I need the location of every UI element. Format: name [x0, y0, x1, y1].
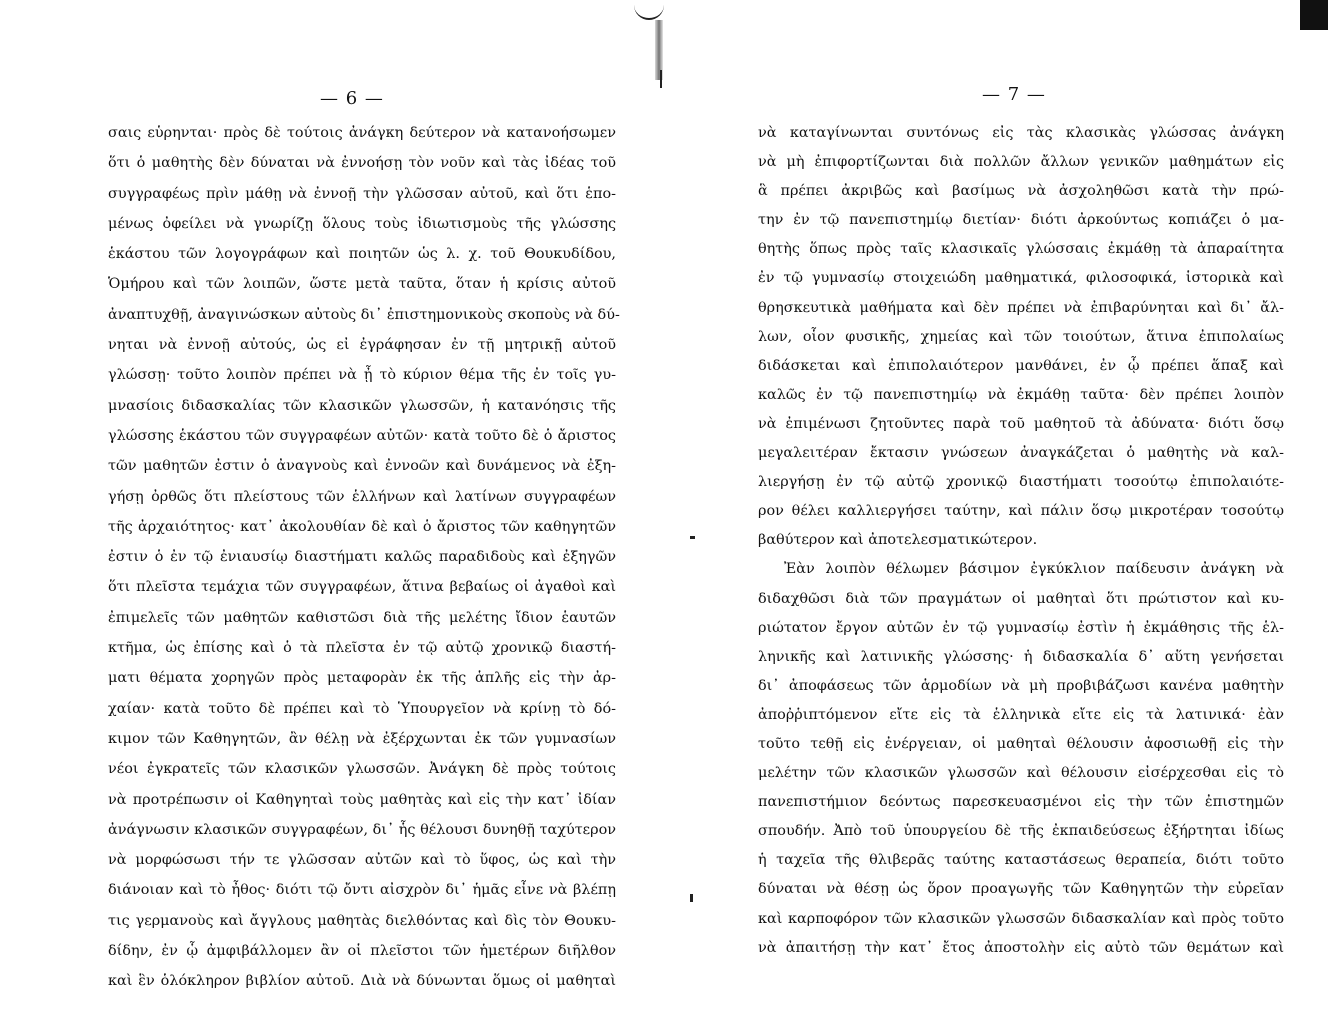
text-line: λιεργήσῃ ἐν τῷ αὐτῷ χρονικῷ διαστήματι τοσούτῳ ἐπιπολαιότε- — [758, 474, 1284, 491]
text-line: νέοι ἐγκρατεῖς τῶν κλασικῶν γλωσσῶν. Ἀνάγκη δὲ πρὸς τούτοις — [108, 761, 616, 778]
page-number: — 6 — — [320, 88, 384, 109]
page-body — [758, 119, 1284, 963]
text-line: νὰ ἀπαιτήσῃ τὴν κατ᾽ ἔτος ἀποστολὴν εἰς αὐτὸ τῶν θεμάτων καὶ — [758, 939, 1284, 956]
text-line: νὰ προτρέπωσιν οἱ Καθηγηταὶ τοὺς μαθητὰς καὶ εἰς τὴν κατ᾽ ἰδίαν — [108, 791, 616, 808]
text-line: νὰ μορφώσωσι τήν τε γλῶσσαν αὐτῶν καὶ τὸ ὕφος, ὡς καὶ τὴν — [108, 852, 616, 869]
page-number: — 7 — — [982, 84, 1046, 105]
text-line: πανεπιστήμιον δεόντως παρεσκευασμένοι εἰς τὴν τῶν ἐπιστημῶν — [758, 794, 1284, 811]
text-line: καλῶς ἐν τῷ πανεπιστημίῳ νὰ ἐκμάθῃ ταῦτα· δὲν πρέπει λοιπὸν — [758, 386, 1284, 403]
text-line: μελέτην τῶν κλασικῶν γλωσσῶν καὶ θέλουσιν εἰσέρχεσθαι εἰς τὸ — [758, 765, 1284, 782]
text-line: νὰ μὴ ἐπιφορτίζωνται διὰ πολλῶν ἄλλων γενικῶν μαθημάτων εἰς — [758, 154, 1284, 171]
text-line: βαθύτερον καὶ ἀποτελεσματικώτερον. — [758, 532, 1038, 549]
text-line: γλώσσῃ· τοῦτο λοιπὸν πρέπει νὰ ᾖ τὸ κύριον θέμα τῆς ἐν τοῖς γυ- — [108, 367, 616, 384]
text-line: σαις εὑρηνται· πρὸς δὲ τούτοις ἀνάγκη δεύτερον νὰ κατανοήσωμεν — [108, 125, 616, 141]
text-line: τις γερμανοὺς καὶ ἄγγλους μαθητὰς διελθόντας καὶ δὶς τὸν Θουκυ- — [108, 912, 616, 929]
text-line: δίδην, ἐν ᾧ ἀμφιβάλλομεν ἂν οἱ πλεῖστοι τῶν ἡμετέρων διῆλθον — [108, 943, 616, 960]
text-line: χαίαν· κατὰ τοῦτο δὲ πρέπει καὶ τὸ Ὑπουργεῖον νὰ κρίνῃ τὸ δό- — [108, 700, 616, 717]
text-line: δι᾽ ἀποφάσεως τῶν ἁρμοδίων νὰ μὴ προβιβάζωσι κανένα μαθητὴν — [758, 677, 1284, 694]
text-line: ἡ ταχεῖα τῆς θλιβερᾶς ταύτης καταστάσεως θεραπεία, διότι τοῦτο — [758, 852, 1284, 869]
text-line: γλώσσης ἑκάστου τῶν συγγραφέων αὐτῶν· κατὰ τοῦτο δὲ ὁ ἄριστος — [108, 427, 616, 444]
text-line: συγγραφέως πρὶν μάθῃ νὰ ἐννοῇ τὴν γλῶσσαν αὐτοῦ, καὶ ὅτι ἑπο- — [108, 185, 616, 202]
text-line: ἀνάγνωσιν κλασικῶν συγγραφέων, δι᾽ ἧς θέλουσι δυνηθῇ ταχύτερον — [108, 821, 616, 838]
text-line: νηται νὰ ἐννοῇ αὐτούς, ὡς εἰ ἐγράφησαν ἐν τῇ μητρικῇ αὐτοῦ — [108, 337, 616, 354]
text-line: λων, οἷον φυσικῆς, χημείας καὶ τῶν τοιούτων, ἅτινα ἐπιπολαίως — [758, 328, 1284, 345]
text-line: μένως ὀφείλει νὰ γνωρίζῃ ὅλους τοὺς ἰδιωτισμοὺς τῆς γλώσσης — [108, 215, 616, 232]
text-line: ματι θέματα χορηγῶν πρὸς μεταφορὰν ἐκ τῆς ἁπλῆς εἰς τὴν ἀρ- — [108, 670, 616, 687]
text-line: ριώτατον ἔργον αὐτῶν ἐν τῷ γυμνασίῳ ἐστὶν ἡ ἐκμάθησις τῆς ἑλ- — [758, 619, 1284, 636]
text-line: ἐπιμελεῖς τῶν μαθητῶν καθιστῶσι διὰ τῆς μελέτης ἴδιον ἑαυτῶν — [108, 609, 616, 626]
text-line: Ἐὰν λοιπὸν θέλωμεν βάσιμον ἐγκύκλιον παίδευσιν ἀνάγκη νὰ — [784, 561, 1284, 578]
text-line: ρον θέλει καλλιεργήσει ταύτην, καὶ πάλιν ὅσῳ μικροτέραν τοσούτῳ — [758, 503, 1284, 520]
text-line: καὶ ἓν ὁλόκληρον βιβλίον αὐτοῦ. Διὰ νὰ δύνωνται ὅμως οἱ μαθηταὶ — [108, 973, 616, 990]
text-line: Ὁμήρου καὶ τῶν λοιπῶν, ὥστε μετὰ ταῦτα, ὅταν ἡ κρίσις αὐτοῦ — [108, 276, 616, 293]
text-line: τοῦτο τεθῇ εἰς ἐνέργειαν, οἱ μαθηταὶ θέλουσιν ἀφοσιωθῇ εἰς τὴν — [758, 735, 1284, 752]
page-body — [108, 118, 620, 997]
text-line: θητὴς ὅπως πρὸς ταῖς κλασικαῖς γλώσσαις ἐκμάθῃ τὰ ἀπαραίτητα — [758, 241, 1284, 258]
text-line: νὰ καταγίνωνται συντόνως εἰς τὰς κλασικὰς γλώσσας ἀνάγκη — [758, 125, 1284, 141]
text-line: νὰ ἐπιμένωσι ζητοῦντες παρὰ τοῦ μαθητοῦ τὰ ἀδύνατα· διότι ὅσῳ — [758, 415, 1284, 432]
text-line: μεγαλειτέραν ἔκτασιν γνώσεων ἀναγκάζεται ὁ μαθητὴς νὰ καλ- — [758, 445, 1284, 462]
text-line: κτῆμα, ὡς ἐπίσης καὶ ὁ τὰ πλεῖστα ἐν τῷ αὐτῷ χρονικῷ διαστή- — [108, 640, 616, 657]
text-line: διδάσκεται καὶ ἐπιπολαιότερον μανθάνει, ἐν ᾧ πρέπει ἅπαξ καὶ — [758, 357, 1284, 374]
text-line: τῶν μαθητῶν ἐστιν ὁ ἀναγνοὺς καὶ ἐννοῶν καὶ δυνάμενος νὰ ἐξη- — [108, 458, 616, 475]
text-line: ἀποῤῥιπτόμενον εἴτε εἰς τὰ ἑλληνικὰ εἴτε εἰς τὰ λατινικά· ἐὰν — [758, 706, 1284, 723]
text-line: γήσῃ ὀρθῶς ὅτι πλείστους τῶν ἑλλήνων καὶ λατίνων συγγραφέων — [108, 488, 616, 505]
text-line: δύναται νὰ θέσῃ ὡς ὅρον προαγωγῆς τῶν Καθηγητῶν τὴν εὐρεῖαν — [758, 881, 1284, 898]
text-line: διάνοιαν καὶ τὸ ἦθος· διότι τῷ ὄντι αἰσχρὸν δι᾽ ἡμᾶς εἶνε νὰ βλέπῃ — [108, 882, 616, 899]
text-line: ὅτι πλεῖστα τεμάχια τῶν συγγραφέων, ἅτινα βεβαίως οἱ ἀγαθοὶ καὶ — [108, 579, 616, 596]
right-page — [664, 0, 1328, 1024]
text-line: ἀναπτυχθῇ, ἀναγινώσκων αὐτοὺς δι᾽ ἐπιστημονικοὺς σκοποὺς νὰ δύ- — [108, 306, 620, 323]
text-line: ὅτι ὁ μαθητὴς δὲν δύναται νὰ ἐννοήσῃ τὸν νοῦν καὶ τὰς ἰδέας τοῦ — [108, 155, 616, 172]
text-line: την ἐν τῷ πανεπιστημίῳ διετίαν· διότι ἀρκούντως κοπιάζει ὁ μα- — [758, 212, 1284, 229]
text-line: καὶ καρποφόρον τῶν κλασικῶν γλωσσῶν διδασκαλίαν καὶ πρὸς τοῦτο — [758, 910, 1284, 927]
text-line: ἐν τῷ γυμνασίῳ στοιχειώδη μαθηματικά, φιλοσοφικά, ἱστορικὰ καὶ — [758, 270, 1284, 287]
text-line: διδαχθῶσι διὰ τῶν πραγμάτων οἱ μαθηταὶ ὅτι πρώτιστον καὶ κυ- — [758, 590, 1284, 607]
text-line: ληνικῆς καὶ λατινικῆς γλώσσης· ἡ διδασκαλία δ᾽ αὕτη γενήσεται — [758, 648, 1284, 665]
text-line: θρησκευτικὰ μαθήματα καὶ δὲν πρέπει νὰ ἐπιβαρύνηται καὶ δι᾽ ἄλ- — [758, 299, 1284, 316]
text-line: μνασίοις διδασκαλίας τῶν κλασικῶν γλωσσῶν, ἡ κατανόησις τῆς — [108, 397, 616, 414]
text-line: ἐστιν ὁ ἐν τῷ ἐνιαυσίῳ διαστήματι καλῶς παραδιδοὺς καὶ ἐξηγῶν — [108, 549, 616, 566]
text-line: ἃ πρέπει ἀκριβῶς καὶ βασίμως νὰ ἀσχοληθῶσι κατὰ τὴν πρώ- — [758, 183, 1284, 200]
text-line: τῆς ἀρχαιότητος· κατ᾽ ἀκολουθίαν δὲ καὶ ὁ ἄριστος τῶν καθηγητῶν — [108, 518, 616, 535]
text-line: ἑκάστου τῶν λογογράφων καὶ ποιητῶν ὡς λ. χ. τοῦ Θουκυδίδου, — [108, 246, 616, 263]
text-line: κιμον τῶν Καθηγητῶν, ἂν θέλῃ νὰ ἐξέρχωνται ἐκ τῶν γυμνασίων — [108, 730, 616, 747]
text-line: σπουδήν. Ἀπὸ τοῦ ὑπουργείου δὲ τῆς ἐκπαιδεύσεως ἐξήρτηται ἰδίως — [758, 823, 1284, 840]
